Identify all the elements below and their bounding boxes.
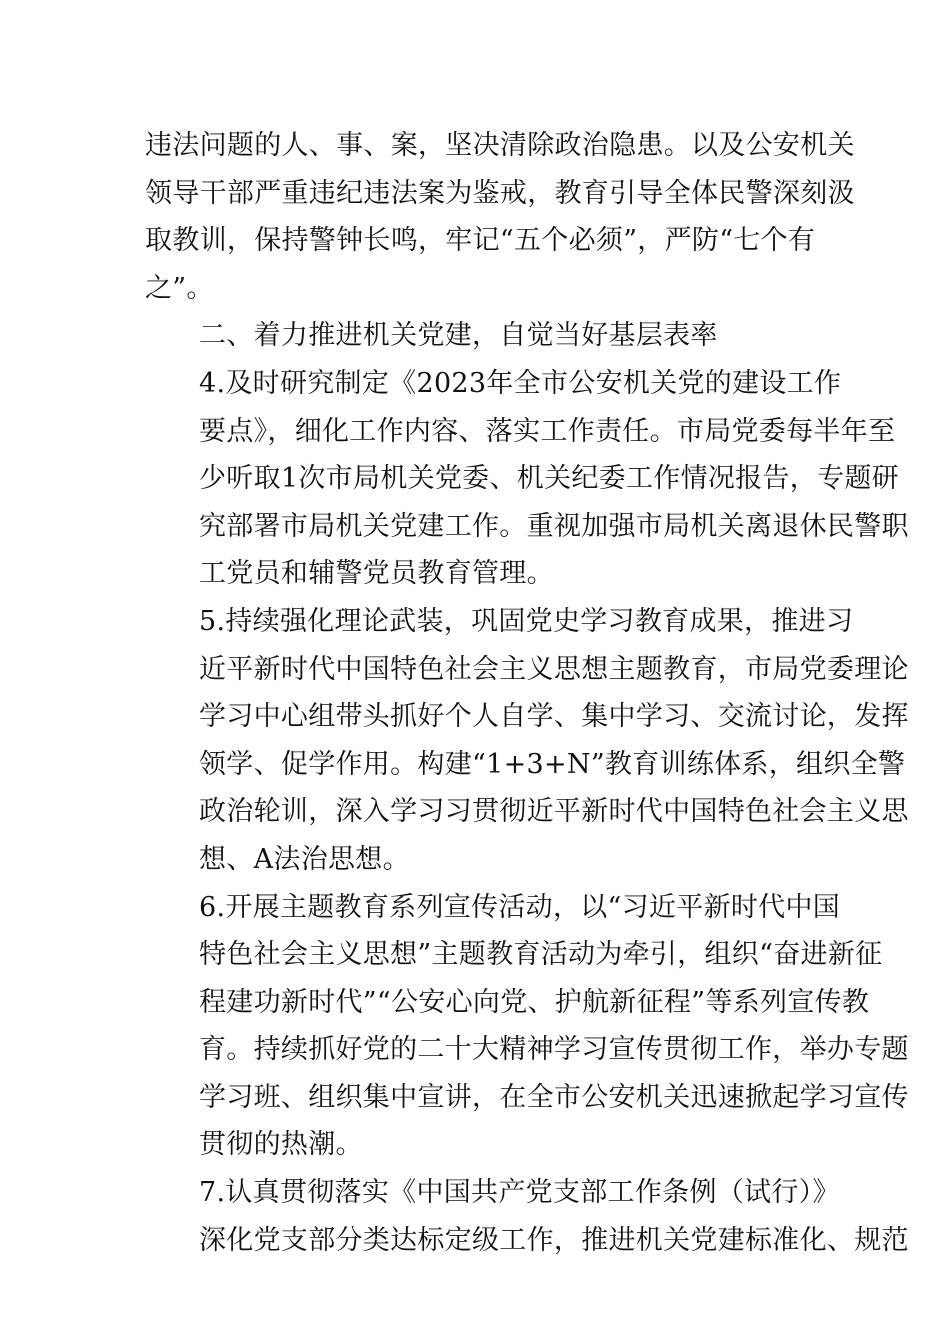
text-line: 取教训，保持警钟长鸣，牢记“五个必须”，严防“七个有 xyxy=(145,225,816,257)
text-line: 近平新时代中国特色社会主义思想主题教育，市局党委理论 xyxy=(199,653,909,685)
text-line: 学习中心组带头抓好个人自学、集中学习、交流讨论，发挥 xyxy=(199,701,909,733)
text-line: 领导干部严重违纪违法案为鉴戒，教育引导全体民警深刻汲 xyxy=(145,177,855,209)
paragraph-p-continued xyxy=(145,122,855,312)
paragraph-item-6 xyxy=(145,884,909,1170)
text-line: 究部署市局机关党建工作。重视加强市局机关离退休民警职 xyxy=(199,510,909,542)
text-line: 想、A法治思想。 xyxy=(199,843,410,875)
text-line: 二、着力推进机关党建，自觉当好基层表率 xyxy=(199,320,718,352)
paragraph-item-5 xyxy=(145,598,909,884)
text-line: 特色社会主义思想”主题教育活动为牵引，组织“奋进新征 xyxy=(199,939,883,971)
text-line: 领学、促学作用。构建“1+3+N”教育训练体系，组织全警 xyxy=(199,748,906,780)
text-line: 之”。 xyxy=(145,272,214,304)
text-line: 7.认真贯彻落实《中国共产党支部工作条例（试行）》 xyxy=(199,1177,840,1209)
text-line: 工党员和辅警党员教育管理。 xyxy=(199,558,554,590)
document-body xyxy=(145,122,909,1264)
text-line: 深化党支部分类达标定级工作，推进机关党建标准化、规范 xyxy=(199,1224,909,1256)
text-line: 程建功新时代”“公安心向党、护航新征程”等系列宣传教 xyxy=(199,986,870,1018)
text-line: 5.持续强化理论武装，巩固党史学习教育成果，推进习 xyxy=(199,605,854,637)
text-line: 违法问题的人、事、案，坚决清除政治隐患。以及公安机关 xyxy=(145,130,855,161)
text-line: 育。持续抓好党的二十大精神学习宣传贯彻工作，举办专题 xyxy=(199,1034,909,1066)
text-line: 学习班、组织集中宣讲，在全市公安机关迅速掀起学习宣传 xyxy=(199,1081,909,1113)
text-line: 4.及时研究制定《2023年全市公安机关党的建设工作 xyxy=(199,367,842,399)
text-line: 少听取1次市局机关党委、机关纪委工作情况报告，专题研 xyxy=(199,463,899,495)
text-line: 要点》，细化工作内容、落实工作责任。市局党委每半年至 xyxy=(199,415,896,447)
paragraph-item-4 xyxy=(145,360,909,598)
paragraph-section-heading-2 xyxy=(145,312,810,360)
text-line: 贯彻的热潮。 xyxy=(199,1129,363,1161)
paragraph-item-7 xyxy=(145,1169,909,1264)
text-line: 6.开展主题教育系列宣传活动，以“习近平新时代中国 xyxy=(199,891,841,923)
text-line: 政治轮训，深入学习习贯彻近平新时代中国特色社会主义思 xyxy=(199,796,909,828)
